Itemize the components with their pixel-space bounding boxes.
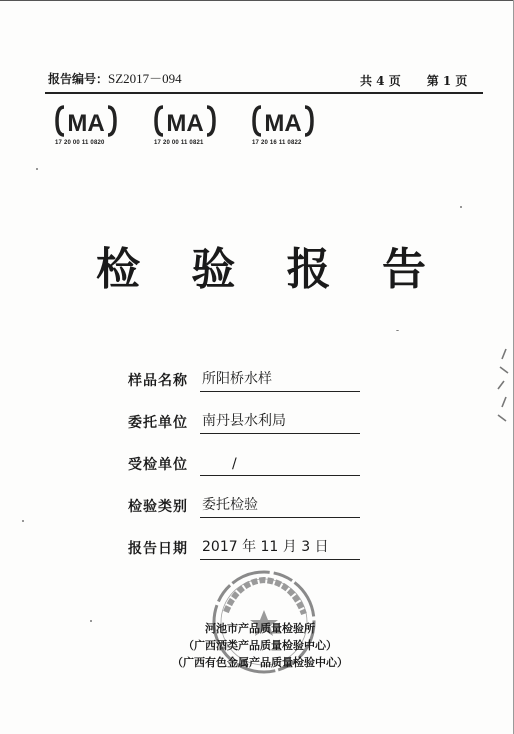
title-char: 报	[286, 244, 331, 295]
field-value: 委托检验	[202, 497, 258, 513]
scan-top-edge	[0, 0, 514, 1]
report-number	[48, 68, 182, 87]
title-char: 检	[96, 244, 140, 295]
page-info	[360, 72, 473, 89]
report-number-value: SZ2017－094	[108, 71, 182, 86]
scan-speck	[396, 330, 399, 331]
cma-logo-icon	[252, 104, 314, 138]
title-char: 验	[191, 244, 236, 295]
field-label: 报告日期	[128, 541, 188, 557]
field-inspection-type	[128, 492, 368, 520]
field-value: 南丹县水利局	[202, 413, 286, 429]
field-underline	[200, 433, 360, 434]
report-number-label: 报告编号：	[48, 72, 109, 86]
scan-speck	[36, 168, 38, 170]
field-label: 委托单位	[128, 415, 188, 431]
field-sample-name	[128, 366, 368, 394]
field-label: 受检单位	[128, 457, 188, 473]
cma-code: 17 20 16 11 0822	[252, 140, 302, 146]
title-char: 告	[381, 244, 426, 295]
cma-mark-text: MA	[166, 110, 204, 137]
total-pages: 共 4 页	[360, 74, 401, 88]
cma-mark-2	[154, 104, 218, 146]
cma-mark-1	[55, 104, 119, 146]
field-underline	[200, 517, 360, 518]
cma-mark-text: MA	[67, 110, 105, 137]
cma-logo-icon	[55, 104, 117, 138]
cma-code: 17 20 00 11 0821	[154, 140, 204, 146]
field-value: 所阳桥水样	[202, 371, 272, 387]
scan-speck	[90, 620, 92, 622]
page-number: 第 1 页	[426, 74, 468, 88]
cma-logo-icon	[154, 104, 216, 138]
edge-stamp-fragment-icon	[492, 345, 512, 425]
organization-subname-2: （广西有色金属产品质量检验中心）	[172, 656, 348, 669]
field-client	[128, 408, 368, 436]
field-report-date	[128, 534, 368, 562]
field-underline	[200, 475, 360, 476]
organization-subname-1: （广西酒类产品质量检验中心）	[183, 639, 337, 652]
field-underline	[200, 559, 360, 560]
header-rule	[45, 92, 483, 94]
cma-mark-3	[252, 104, 316, 146]
cma-code: 17 20 00 11 0820	[55, 140, 105, 146]
organization-name: 河池市产品质量检验所	[205, 622, 315, 635]
field-value: 2017 年 11 月 3 日	[202, 539, 329, 555]
scan-speck	[22, 520, 24, 522]
scan-speck	[460, 206, 462, 208]
report-title	[96, 244, 426, 295]
field-label: 样品名称	[128, 373, 188, 389]
field-value: /	[232, 456, 237, 472]
field-label: 检验类别	[128, 499, 188, 515]
cma-mark-text: MA	[264, 110, 302, 137]
field-inspected-unit	[128, 450, 368, 478]
field-underline	[200, 391, 360, 392]
